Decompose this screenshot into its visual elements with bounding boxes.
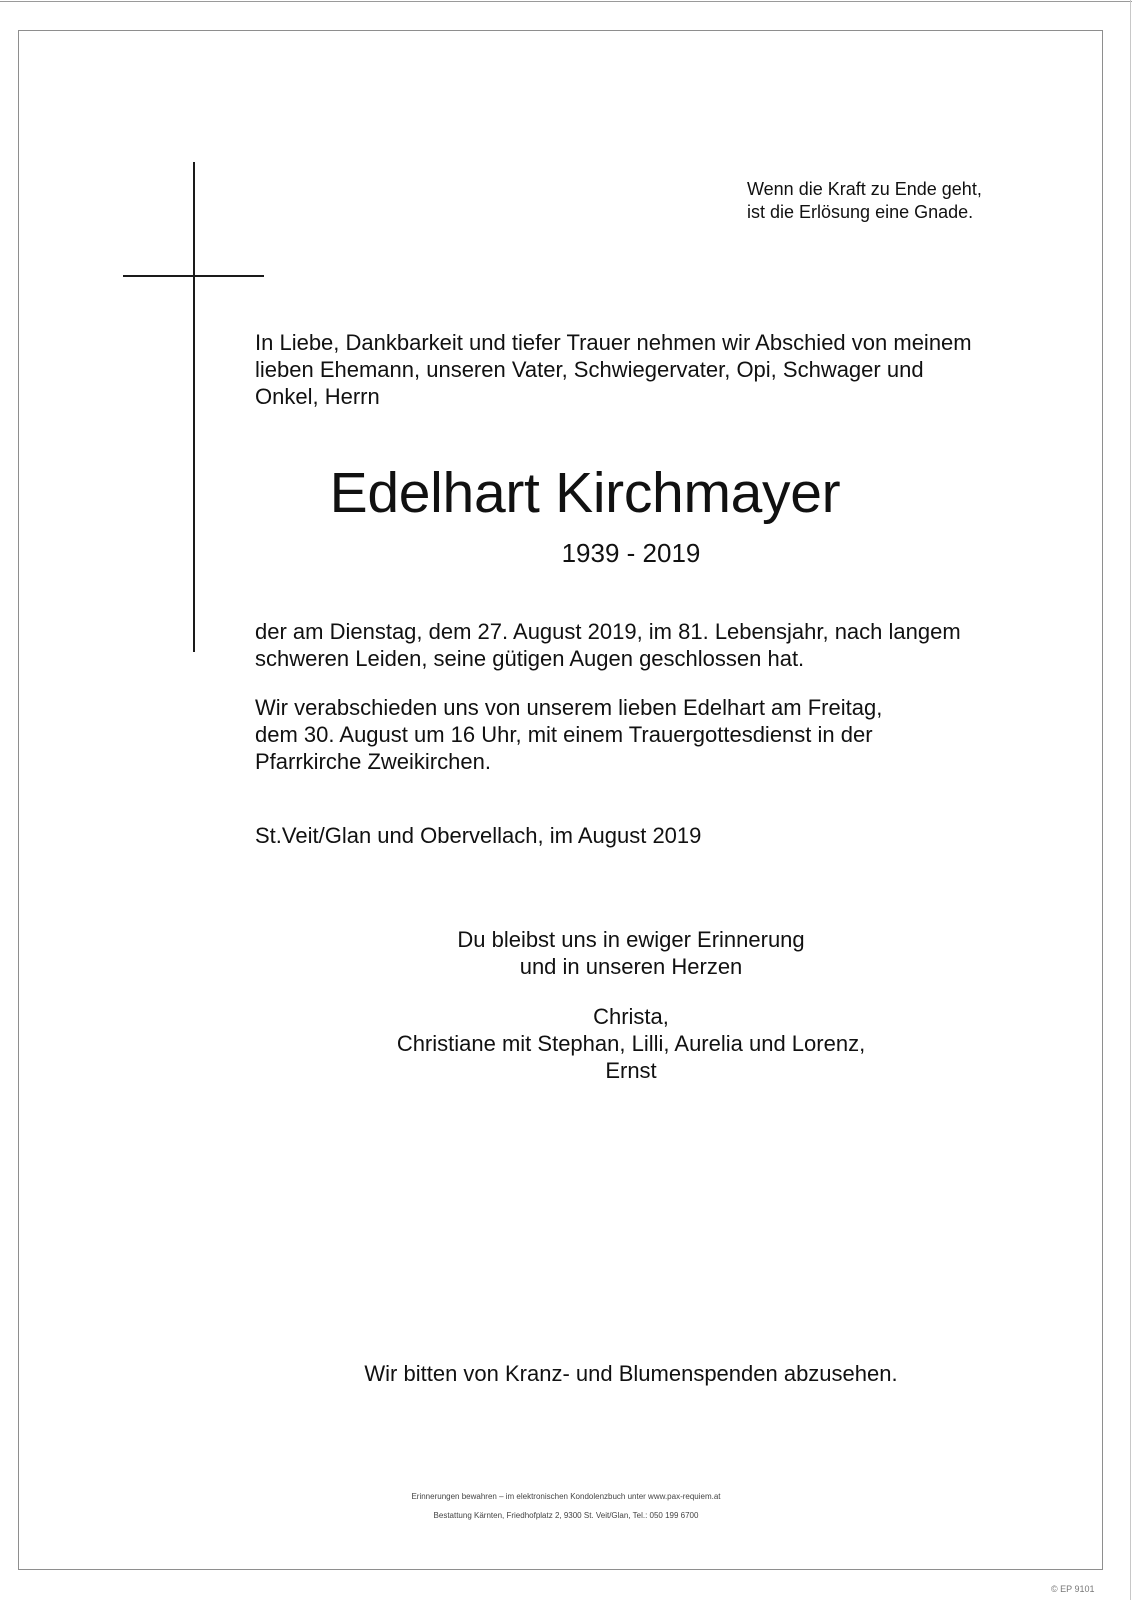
family-mourners xyxy=(0,1003,1132,1084)
flower-donation-request: Wir bitten von Kranz- und Blumenspenden abzusehen. xyxy=(364,1361,898,1386)
funeral-service-line: dem 30. August um 16 Uhr, mit einem Trauergottesdienst in der xyxy=(255,722,873,747)
cross-icon-vertical-bar xyxy=(193,162,195,652)
memory-line: Du bleibst uns in ewiger Erinnerung xyxy=(457,927,805,952)
cross-icon-horizontal-bar xyxy=(123,275,264,277)
motto-line: ist die Erlösung eine Gnade. xyxy=(747,202,974,222)
place-and-date xyxy=(255,822,1055,849)
family-line: Christa, xyxy=(593,1004,669,1029)
intro-line: Onkel, Herrn xyxy=(255,384,380,409)
funeral-service-line: Wir verabschieden uns von unserem lieben Edelhart am Freitag, xyxy=(255,695,883,720)
death-notice-paragraph xyxy=(255,618,1055,672)
death-notice-line: schweren Leiden, seine gütigen Augen geschlossen hat. xyxy=(255,646,805,671)
funeral-service-paragraph xyxy=(255,694,1055,775)
intro-line: lieben Ehemann, unseren Vater, Schwiegervater, Opi, Schwager und xyxy=(255,357,924,382)
motto-line: Wenn die Kraft zu Ende geht, xyxy=(747,179,982,199)
memory-verse xyxy=(0,926,1132,980)
intro-paragraph xyxy=(255,329,1055,410)
motto xyxy=(747,178,1087,224)
footer xyxy=(0,1487,1132,1525)
sheet-top-edge xyxy=(0,1,1132,2)
page-frame xyxy=(18,30,1103,1570)
document-code: © EP 9101 xyxy=(1051,1584,1095,1594)
death-notice-line: der am Dienstag, dem 27. August 2019, im 81. Lebensjahr, nach langem xyxy=(255,619,961,644)
family-line: Christiane mit Stephan, Lilli, Aurelia und Lorenz, xyxy=(396,1031,866,1056)
funeral-service-line: Pfarrkirche Zweikirchen. xyxy=(255,749,491,774)
family-line: Ernst xyxy=(605,1058,657,1083)
footer-condolence-line: Erinnerungen bewahren – im elektronischen Kondolenzbuch unter www.pax-requiem.at xyxy=(411,1492,721,1501)
memory-line: und in unseren Herzen xyxy=(519,954,743,979)
footer-address-line: Bestattung Kärnten, Friedhofplatz 2, 9300 St. Veit/Glan, Tel.: 050 199 6700 xyxy=(433,1511,699,1520)
place-date-line: St.Veit/Glan und Obervellach, im August 2019 xyxy=(255,823,702,848)
intro-line: In Liebe, Dankbarkeit und tiefer Trauer nehmen wir Abschied von meinem xyxy=(255,330,972,355)
life-years: 1939 - 2019 xyxy=(561,538,701,568)
deceased-name: Edelhart Kirchmayer xyxy=(329,461,841,525)
